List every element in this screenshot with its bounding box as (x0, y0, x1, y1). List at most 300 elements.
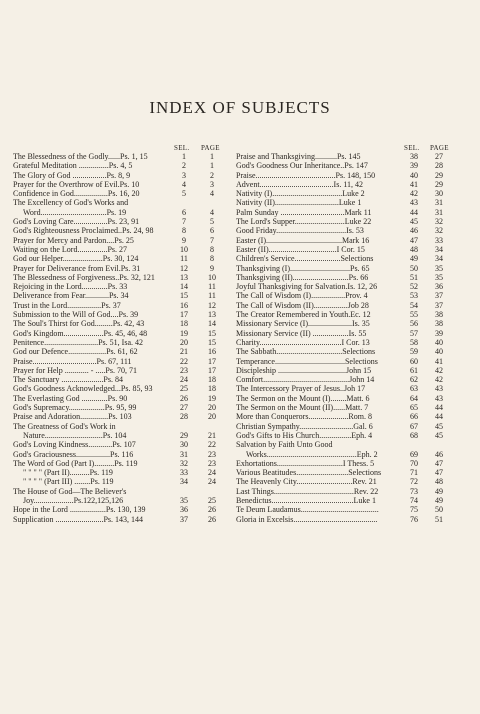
entry-page-number: 35 (435, 263, 443, 273)
entry-page-number: 8 (210, 254, 214, 264)
entry-page-number: 15 (208, 337, 216, 347)
entry-subject: Charity.........................................I Cor. 13 (236, 337, 370, 347)
entry-page-number: 17 (208, 356, 216, 366)
entry-selection-number: 25 (180, 384, 188, 394)
entry-subject: Christian Sympathy...........................Gal. 6 (236, 421, 373, 431)
entry-subject: The Greatness of God's Work in (13, 421, 116, 431)
entry-page-number: 31 (435, 207, 443, 217)
index-entry (236, 152, 470, 161)
entry-selection-number: 58 (410, 337, 418, 347)
sel-header: SEL. (404, 144, 420, 152)
column-header (13, 144, 227, 152)
entry-selection-number: 23 (180, 365, 188, 375)
entry-selection-number: 17 (180, 310, 188, 320)
entry-subject: Thanksgiving (II)............................Ps. 66 (236, 272, 369, 282)
column-header (236, 144, 470, 152)
entry-selection-number: 20 (180, 337, 188, 347)
entry-selection-number: 73 (410, 486, 418, 496)
index-entry (13, 273, 227, 282)
index-entry (13, 347, 227, 356)
entry-selection-number: 34 (180, 477, 188, 487)
entry-subject: The Creator Remembered in Youth.Ec. 12 (236, 310, 371, 320)
entry-subject: God our Helper....................Ps. 30, 124 (13, 254, 139, 264)
entry-subject: Missionary Service (I)......................Is. 35 (236, 319, 370, 329)
entry-page-number: 19 (208, 393, 216, 403)
entry-page-number: 26 (208, 514, 216, 524)
index-entry (236, 477, 470, 486)
entry-selection-number: 49 (410, 254, 418, 264)
index-entry (13, 412, 227, 421)
entry-selection-number: 43 (410, 198, 418, 208)
page-header: PAGE (201, 144, 220, 152)
entry-subject: Works.............................................Eph. 2 (246, 449, 378, 459)
entry-selection-number: 2 (182, 161, 186, 171)
index-entry (13, 152, 227, 161)
entry-selection-number: 6 (182, 207, 186, 217)
entry-page-number: 48 (435, 477, 443, 487)
entry-subject: The Lord's Supper.........................Luke 22 (236, 217, 372, 227)
index-entry (13, 505, 227, 514)
entry-page-number: 40 (435, 337, 443, 347)
entry-subject: Trust in the Lord.................Ps. 37 (13, 300, 121, 310)
entry-subject: God's Goodness Acknowledged...Ps. 85, 93 (13, 384, 153, 394)
entry-selection-number: 48 (410, 244, 418, 254)
entry-page-number: 40 (435, 347, 443, 357)
index-entry (13, 198, 227, 207)
index-entry (236, 375, 470, 384)
entry-subject: Prayer for Help ............ - .....Ps. 70, 71 (13, 365, 137, 375)
page-title: INDEX OF SUBJECTS (149, 98, 331, 117)
index-entry (236, 403, 470, 412)
entry-page-number: 4 (210, 189, 214, 199)
entry-subject: The Excellency of God's Works and (13, 198, 129, 208)
entry-selection-number: 61 (410, 365, 418, 375)
entry-selection-number: 39 (410, 161, 418, 171)
entry-selection-number: 30 (180, 440, 188, 450)
entry-selection-number: 28 (180, 412, 188, 422)
index-entry (236, 310, 470, 319)
entry-page-number: 27 (435, 152, 443, 161)
index-entry (236, 450, 470, 459)
entry-page-number: 23 (208, 458, 216, 468)
index-entry (236, 273, 470, 282)
entry-selection-number: 5 (182, 189, 186, 199)
index-entry (13, 310, 227, 319)
entry-page-number: 23 (208, 449, 216, 459)
entry-selection-number: 67 (410, 421, 418, 431)
index-entry (13, 477, 227, 486)
index-entry (236, 515, 470, 524)
entry-page-number: 26 (208, 505, 216, 515)
entry-selection-number: 62 (410, 375, 418, 385)
entry-page-number: 24 (208, 477, 216, 487)
index-entry (13, 264, 227, 273)
index-entry (13, 217, 227, 226)
entry-subject: The Soul's Thirst for God.........Ps. 42, 43 (13, 319, 145, 329)
index-entry (13, 236, 227, 245)
index-entry (13, 384, 227, 393)
entry-page-number: 18 (208, 384, 216, 394)
entry-subject: " " " " (Part II)..........Ps. 119 (23, 468, 113, 478)
index-entry (13, 282, 227, 291)
entry-page-number: 29 (435, 179, 443, 189)
entry-subject: Prayer for the Overthrow of Evil.Ps. 10 (13, 179, 140, 189)
index-entry (13, 422, 227, 431)
entry-subject: The Glory of God .................Ps. 8, 9 (13, 170, 131, 180)
entry-subject: Advent.....................................Is. 11, 42 (236, 179, 364, 189)
entry-selection-number: 46 (410, 226, 418, 236)
entry-subject: Grateful Meditation ...............Ps. 4, 5 (13, 161, 133, 171)
entry-subject: Thanksgiving (I)..............................Ps. 65 (236, 263, 370, 273)
entry-selection-number: 50 (410, 263, 418, 273)
entry-page-number: 34 (435, 254, 443, 264)
entry-subject: The Sermon on the Mount (I)........Matt. 6 (236, 393, 370, 403)
entry-page-number: 30 (435, 189, 443, 199)
index-column-right (236, 144, 470, 524)
entry-page-number: 42 (435, 365, 443, 375)
index-entry (236, 189, 470, 198)
entry-subject: God's Loving Kindness............Ps. 107 (13, 440, 136, 450)
index-entry (13, 394, 227, 403)
index-entry (236, 226, 470, 235)
index-entry (236, 161, 470, 170)
index-entry (236, 357, 470, 366)
entry-selection-number: 31 (180, 449, 188, 459)
entry-selection-number: 32 (180, 458, 188, 468)
index-entry (13, 189, 227, 198)
index-entry (13, 366, 227, 375)
entry-selection-number: 27 (180, 403, 188, 413)
entry-selection-number: 26 (180, 393, 188, 403)
entry-page-number: 44 (435, 412, 443, 422)
entry-page-number: 1 (210, 161, 214, 171)
entry-selection-number: 57 (410, 328, 418, 338)
index-entry (13, 329, 227, 338)
entry-subject: Easter (II)..................................I Cor. 15 (236, 244, 365, 254)
index-entry (236, 217, 470, 226)
entry-selection-number: 35 (180, 495, 188, 505)
entry-page-number: 22 (208, 440, 216, 450)
index-entry (236, 254, 470, 263)
entry-selection-number: 9 (182, 235, 186, 245)
entry-selection-number: 71 (410, 468, 418, 478)
entry-selection-number: 56 (410, 319, 418, 329)
entry-page-number: 47 (435, 468, 443, 478)
entry-subject: The Sermon on the Mount (II)......Matt. 7 (236, 403, 369, 413)
entry-selection-number: 4 (182, 179, 186, 189)
entry-selection-number: 40 (410, 170, 418, 180)
entry-subject: The Intercessory Prayer of Jesus..Joh 17 (236, 384, 366, 394)
entry-page-number: 6 (210, 226, 214, 236)
entry-subject: The Sabbath.................................Selections (236, 347, 376, 357)
index-entry (13, 226, 227, 235)
entry-selection-number: 37 (180, 514, 188, 524)
entry-subject: Easter (I)......................................Mark 16 (236, 235, 370, 245)
entry-page-number: 34 (435, 244, 443, 254)
entry-subject: Comfort...........................................John 14 (236, 375, 375, 385)
entry-selection-number: 13 (180, 272, 188, 282)
entry-page-number: 20 (208, 412, 216, 422)
index-entry (13, 431, 227, 440)
entry-selection-number: 3 (182, 170, 186, 180)
entry-subject: Nativity (II)................................Luke 1 (236, 198, 362, 208)
entry-page-number: 43 (435, 384, 443, 394)
entry-subject: Joy....................Ps.122,125,126 (23, 495, 124, 505)
index-entry (236, 422, 470, 431)
entry-subject: Praise........................................Ps. 148, 150 (236, 170, 376, 180)
index-entry (13, 515, 227, 524)
entry-subject: God our Defence...................Ps. 61, 62 (13, 347, 138, 357)
index-entry (13, 319, 227, 328)
entry-subject: God's Goodness Our Inheritance..Ps. 147 (236, 161, 368, 171)
entry-subject: Benedictus.........................................Luke 1 (236, 495, 376, 505)
entry-subject: God's Kingdom....................Ps. 45, 46, 48 (13, 328, 148, 338)
entry-page-number: 38 (435, 310, 443, 320)
index-entry (236, 505, 470, 514)
entry-subject: Discipleship ..................................John 15 (236, 365, 372, 375)
entry-subject: Palm Sunday ................................Mark 11 (236, 207, 372, 217)
index-entry (236, 264, 470, 273)
entry-page-number: 20 (208, 403, 216, 413)
index-entry (13, 440, 227, 449)
entry-page-number: 28 (435, 161, 443, 171)
entry-page-number: 50 (435, 505, 443, 515)
index-entry (13, 254, 227, 263)
index-entry (236, 282, 470, 291)
entry-subject: The Everlasting God .............Ps. 90 (13, 393, 128, 403)
entry-subject: Submission to the Will of God....Ps. 39 (13, 310, 139, 320)
entry-page-number: 35 (435, 272, 443, 282)
index-entry (13, 291, 227, 300)
index-entry (236, 245, 470, 254)
entry-subject: Prayer for Mercy and Pardon....Ps. 25 (13, 235, 134, 245)
entry-subject: Temperance...................................Selections (236, 356, 378, 366)
index-entry (13, 245, 227, 254)
index-entry (13, 338, 227, 347)
index-entry (13, 403, 227, 412)
entry-selection-number: 14 (180, 282, 188, 292)
entry-page-number: 33 (435, 235, 443, 245)
entry-subject: Deliverance from Fear............Ps. 34 (13, 291, 129, 301)
entry-selection-number: 54 (410, 300, 418, 310)
right-entries (236, 152, 470, 524)
entry-subject: Hope in the Lord ..................Ps. 130, 139 (13, 505, 146, 515)
entry-page-number: 10 (208, 272, 216, 282)
index-entry (236, 208, 470, 217)
entry-page-number: 18 (208, 375, 216, 385)
entry-subject: The Heavenly City............................Rev. 21 (236, 477, 377, 487)
entry-selection-number: 10 (180, 244, 188, 254)
index-entry (236, 301, 470, 310)
entry-page-number: 36 (435, 282, 443, 292)
index-entry (236, 236, 470, 245)
entry-page-number: 8 (210, 244, 214, 254)
entry-page-number: 4 (210, 207, 214, 217)
entry-subject: Nature.............................Ps. 104 (23, 430, 127, 440)
entry-subject: Salvation by Faith Unto Good (236, 440, 333, 450)
entry-page-number: 32 (435, 217, 443, 227)
index-entry (236, 440, 470, 449)
entry-selection-number: 47 (410, 235, 418, 245)
index-entry (236, 394, 470, 403)
entry-subject: God's Loving Care.................Ps. 23, 91 (13, 217, 140, 227)
entry-page-number: 29 (435, 170, 443, 180)
entry-page-number: 5 (210, 217, 214, 227)
index-entry (13, 459, 227, 468)
entry-selection-number: 64 (410, 393, 418, 403)
index-entry (236, 329, 470, 338)
entry-subject: The Sanctuary .....................Ps. 84 (13, 375, 123, 385)
entry-page-number: 31 (435, 198, 443, 208)
left-entries (13, 152, 227, 524)
entry-selection-number: 22 (180, 356, 188, 366)
entry-page-number: 7 (210, 235, 214, 245)
index-entry (236, 487, 470, 496)
entry-page-number: 37 (435, 291, 443, 301)
index-entry (13, 487, 227, 496)
entry-page-number: 24 (208, 468, 216, 478)
entry-subject: Exhortations.................................I Thess. 5 (236, 458, 375, 468)
entry-selection-number: 52 (410, 282, 418, 292)
entry-page-number: 45 (435, 430, 443, 440)
index-entry (236, 338, 470, 347)
entry-page-number: 11 (208, 282, 216, 292)
entry-subject: Various Beatitudes..........................Selections (236, 468, 382, 478)
entry-subject: The Call of Wisdom (II).................Job 28 (236, 300, 369, 310)
entry-subject: Word.................................Ps. 19 (23, 207, 127, 217)
entry-page-number: 13 (208, 310, 216, 320)
entry-subject: Praise and Thanksgiving...........Ps. 145 (236, 152, 361, 161)
entry-selection-number: 36 (180, 505, 188, 515)
entry-page-number: 1 (210, 152, 214, 161)
entry-page-number: 44 (435, 403, 443, 413)
index-entry (13, 375, 227, 384)
entry-selection-number: 41 (410, 179, 418, 189)
entry-page-number: 45 (435, 421, 443, 431)
entry-selection-number: 63 (410, 384, 418, 394)
entry-subject: The Word of God (Part I)..........Ps. 119 (13, 458, 138, 468)
entry-subject: Confidence in God.................Ps. 16, 20 (13, 189, 140, 199)
entry-selection-number: 29 (180, 430, 188, 440)
entry-subject: Nativity (I)...................................Luke 2 (236, 189, 365, 199)
page-header: PAGE (430, 144, 449, 152)
entry-subject: Te Deum Laudamus....................................... (236, 505, 379, 515)
entry-selection-number: 33 (180, 468, 188, 478)
entry-selection-number: 76 (410, 514, 418, 524)
index-entry (236, 431, 470, 440)
entry-selection-number: 15 (180, 291, 188, 301)
index-entry (13, 450, 227, 459)
entry-page-number: 46 (435, 449, 443, 459)
entry-page-number: 32 (435, 226, 443, 236)
index-entry (236, 366, 470, 375)
entry-selection-number: 75 (410, 505, 418, 515)
index-entry (236, 171, 470, 180)
entry-selection-number: 59 (410, 347, 418, 357)
entry-selection-number: 53 (410, 291, 418, 301)
index-entry (13, 301, 227, 310)
entry-selection-number: 45 (410, 217, 418, 227)
entry-selection-number: 7 (182, 217, 186, 227)
entry-page-number: 38 (435, 319, 443, 329)
index-entry (13, 171, 227, 180)
entry-subject: The House of God—The Believer's (13, 486, 127, 496)
entry-subject: God's Supremacy..................Ps. 95, 99 (13, 403, 137, 413)
entry-subject: Supplication ........................Ps. 143, 144 (13, 514, 144, 524)
index-entry (13, 180, 227, 189)
entry-selection-number: 11 (180, 254, 188, 264)
entry-selection-number: 8 (182, 226, 186, 236)
index-entry (236, 459, 470, 468)
index-entry (236, 291, 470, 300)
entry-subject: The Blessedness of Forgiveness..Ps. 32, 121 (13, 272, 155, 282)
entry-subject: Children's Service.......................Selections (236, 254, 374, 264)
entry-page-number: 17 (208, 365, 216, 375)
entry-selection-number: 66 (410, 412, 418, 422)
entry-subject: Missionary Service (II) ..................Is. 55 (236, 328, 367, 338)
entry-subject: Penitence...........................Ps. 51, Isa. 42 (13, 337, 143, 347)
index-entry (236, 496, 470, 505)
entry-selection-number: 19 (180, 328, 188, 338)
entry-subject: Good Friday...................................Is. 53 (236, 226, 364, 236)
entry-selection-number: 38 (410, 152, 418, 161)
entry-subject: Praise................................Ps. 67, 111 (13, 356, 132, 366)
entry-page-number: 47 (435, 458, 443, 468)
entry-page-number: 14 (208, 319, 216, 329)
entry-page-number: 39 (435, 328, 443, 338)
entry-page-number: 9 (210, 263, 214, 273)
index-entry (236, 468, 470, 477)
entry-page-number: 42 (435, 375, 443, 385)
entry-selection-number: 68 (410, 430, 418, 440)
entry-selection-number: 60 (410, 356, 418, 366)
entry-selection-number: 69 (410, 449, 418, 459)
entry-subject: Prayer for Deliverance from Evil.Ps. 31 (13, 263, 141, 273)
entry-selection-number: 18 (180, 319, 188, 329)
index-entry (13, 468, 227, 477)
entry-selection-number: 44 (410, 207, 418, 217)
index-entry (236, 412, 470, 421)
entry-selection-number: 42 (410, 189, 418, 199)
entry-page-number: 12 (208, 300, 216, 310)
entry-page-number: 25 (208, 495, 216, 505)
index-entry (13, 496, 227, 505)
entry-subject: " " " " (Part III) ........Ps. 119 (23, 477, 114, 487)
entry-page-number: 15 (208, 328, 216, 338)
entry-selection-number: 24 (180, 375, 188, 385)
entry-subject: The Blessedness of the Godly......Ps. 1, 15 (13, 152, 148, 161)
entry-selection-number: 16 (180, 300, 188, 310)
entry-page-number: 3 (210, 179, 214, 189)
entry-subject: God's Graciousness.................Ps. 116 (13, 449, 134, 459)
entry-page-number: 43 (435, 393, 443, 403)
entry-selection-number: 74 (410, 495, 418, 505)
entry-page-number: 21 (208, 430, 216, 440)
index-entry (13, 208, 227, 217)
entry-subject: Rejoicing in the Lord.............Ps. 33 (13, 282, 128, 292)
entry-page-number: 41 (435, 356, 443, 366)
index-entry (13, 357, 227, 366)
entry-subject: Last Things........................................Rev. 22 (236, 486, 379, 496)
entry-page-number: 37 (435, 300, 443, 310)
entry-subject: Joyful Thanksgiving for Salvation.Is. 12, 26 (236, 282, 378, 292)
entry-page-number: 49 (435, 486, 443, 496)
index-entry (236, 384, 470, 393)
entry-selection-number: 72 (410, 477, 418, 487)
entry-subject: Waiting on the Lord...............Ps. 27 (13, 244, 128, 254)
index-entry (13, 161, 227, 170)
entry-page-number: 51 (435, 514, 443, 524)
